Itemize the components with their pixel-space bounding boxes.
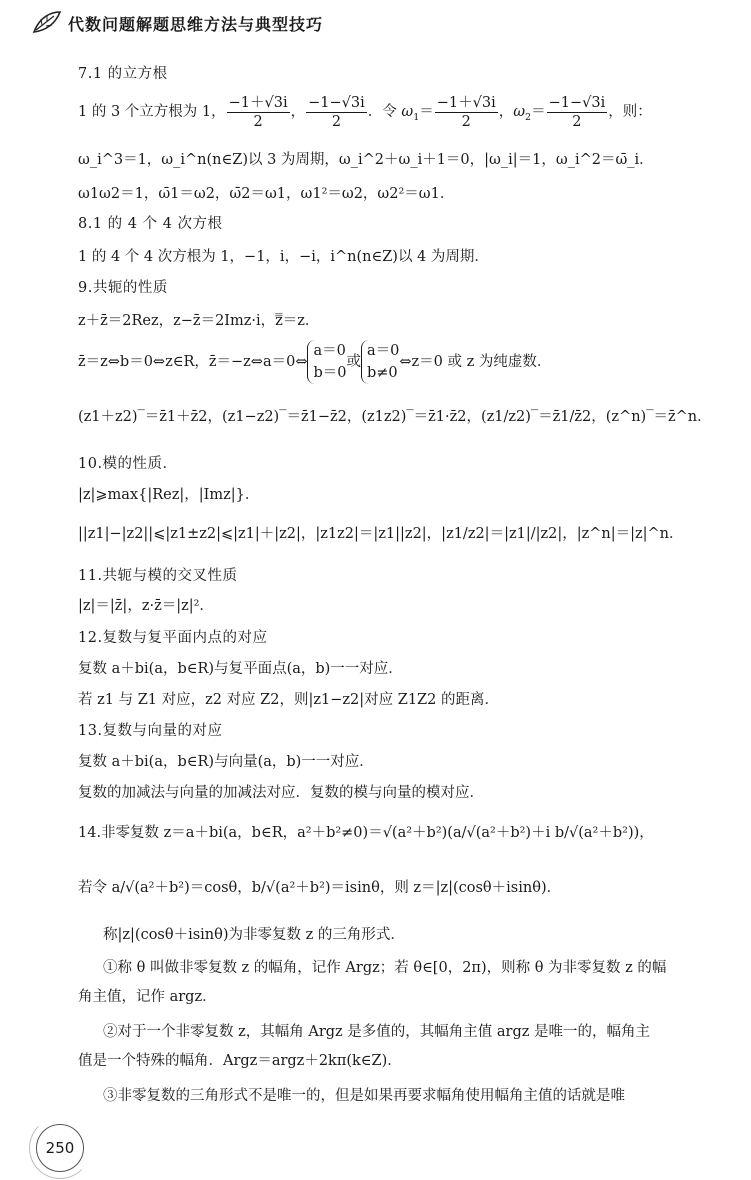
section-10-heading: 10.模的性质． [78,456,178,472]
fraction-den: 2 [331,113,342,130]
omega1-fraction [435,94,498,131]
fraction-minus [306,94,367,131]
section-12-line-1: 复数 a＋bi(a，b∈R)与复平面点(a，b)一一对应． [78,661,403,677]
s7-l1-text-c: ，则： [608,104,652,120]
section-10-line-2: ||z1|−|z2||⩽|z1±z2|⩽|z1|＋|z2|，|z1z2|＝|z1||z2|，|z1/z2|＝|z1|/|z2|，|z^n|＝|z|^n． [78,526,684,542]
omega2-num: −1−√3i [548,94,606,111]
section-7-line-3: ω1ω2＝1，ω̄1＝ω2，ω̄2＝ω1，ω1²＝ω2，ω2²＝ω1． [78,186,455,202]
fraction-den: 2 [253,113,263,130]
section-11-heading: 11.共轭与模的交叉性质 [78,568,238,584]
section-8-heading: 8.1 的 4 个 4 次方根 [78,216,223,232]
case-a-zero-2: a＝0 [367,343,400,359]
section-9-line-3: (z1＋z2)‾＝z̄1＋z̄2，(z1−z2)‾＝z̄1−z̄2，(z1z2)‾＝z̄1·z̄2，(z1/z2)‾＝z̄1/z̄2，(z^n)‾＝z̄^n． [78,409,712,425]
section-14-para-2b: 值是一个特殊的幅角．Argz＝argz＋2kπ(k∈Z)． [78,1053,402,1069]
section-8-line-1: 1 的 4 个 4 次方根为 1，−1，i，−i，i^n(n∈Z)以 4 为周期． [78,249,489,265]
omega1-num: −1＋√3i [436,94,496,111]
cases-brace-2 [361,340,399,384]
section-14-line-3: 称|z|(cosθ＋isinθ)为非零复数 z 的三角形式． [103,927,405,943]
section-14-line-2: 若令 a/√(a²＋b²)＝cosθ，b/√(a²＋b²)＝isinθ，则 z＝|z|(cosθ＋isinθ)． [78,880,562,896]
section-9-heading: 9.共轭的性质 [78,280,168,296]
omega2-den: 2 [572,113,582,130]
leaf-logo-icon [32,10,62,36]
s7-l1-text-a: 1 的 3 个立方根为 1， [78,104,226,120]
section-9-line-1: z＋z̄＝2Rez，z−z̄＝2Imz·i，z̿＝z． [78,313,320,329]
section-12-heading: 12.复数与复平面内点的对应 [78,630,268,646]
omega2-fraction [547,94,608,131]
running-header [32,8,323,38]
omega1-den: 2 [461,113,471,130]
or-text: 或 [346,354,361,370]
header-title: 代数问题解题思维方法与典型技巧 [68,14,324,34]
fraction-minus-num: −1−√3i [308,94,365,111]
section-14-para-2a: ②对于一个非零复数 z，其幅角 Argz 是多值的，其幅角主值 argz 是唯一的，幅角主 [103,1024,651,1040]
case-b-zero: b＝0 [313,365,347,381]
section-10-line-1: |z|⩾max{|Rez|，|Imz|}． [78,487,260,503]
section-14-para-3: ③非零复数的三角形式不是唯一的，但是如果再要求幅角使用幅角主值的话就是唯 [103,1088,625,1104]
cases-brace-1 [307,340,346,384]
s9-l2-text-b: ⇔z＝0 或 z 为纯虚数． [399,354,552,370]
section-14-para-1b: 角主值，记作 argz． [78,989,217,1005]
section-13-line-2: 复数的加减法与向量的加减法对应．复数的模与向量的模对应． [78,785,484,801]
section-13-line-1: 复数 a＋bi(a，b∈R)与向量(a，b)一一对应． [78,754,374,770]
s9-l2-text-a: z̄＝z⇔b＝0⇔z∈R，z̄＝−z⇔a＝0⇔ [78,354,308,370]
section-14-para-1a: ①称 θ 叫做非零复数 z 的幅角，记作 Argz；若 θ∈[0，2π)，则称 θ 为非零复数 z 的幅 [103,960,667,976]
case-a-zero: a＝0 [313,343,346,359]
section-11-line-1: |z|＝|z̄|，z·z̄＝|z|²． [78,598,214,614]
section-12-line-2: 若 z1 与 Z1 对应，z2 对应 Z2，则|z1−z2|对应 Z1Z2 的距离． [78,692,499,708]
page-number: 250 [36,1124,84,1172]
section-7-heading: 7.1 的立方根 [78,66,168,82]
section-14-line-1: 14.非零复数 z＝a＋bi(a，b∈R，a²＋b²≠0)＝√(a²＋b²)(a/√(a²＋b²)＋i b/√(a²＋b²))， [78,825,654,841]
s7-l1-text-b: ．令 [367,104,397,120]
section-7-line-1: 1 的 3 个立方根为 1， $\frac{-1+√3i}{2}$ ， $\frac{-1-√3i}{2}$ ．令 $\omega_1=$ $\frac{-1+√3i}{2}$ ，$\omega_2=$ $\frac{-1-√3i}{2}$ ，则： [78,94,652,130]
fraction-plus [227,94,290,131]
fraction-plus-num: −1＋√3i [228,94,288,111]
case-b-nonzero: b≠0 [367,365,398,381]
section-7-line-2: ω_i^3＝1，ω_i^n(n∈Z)以 3 为周期，ω_i^2＋ω_i＋1＝0，|ω_i|＝1，ω_i^2＝ω̄_i． [78,152,654,168]
section-13-heading: 13.复数与向量的对应 [78,723,223,739]
section-9-line-2 [78,338,551,386]
